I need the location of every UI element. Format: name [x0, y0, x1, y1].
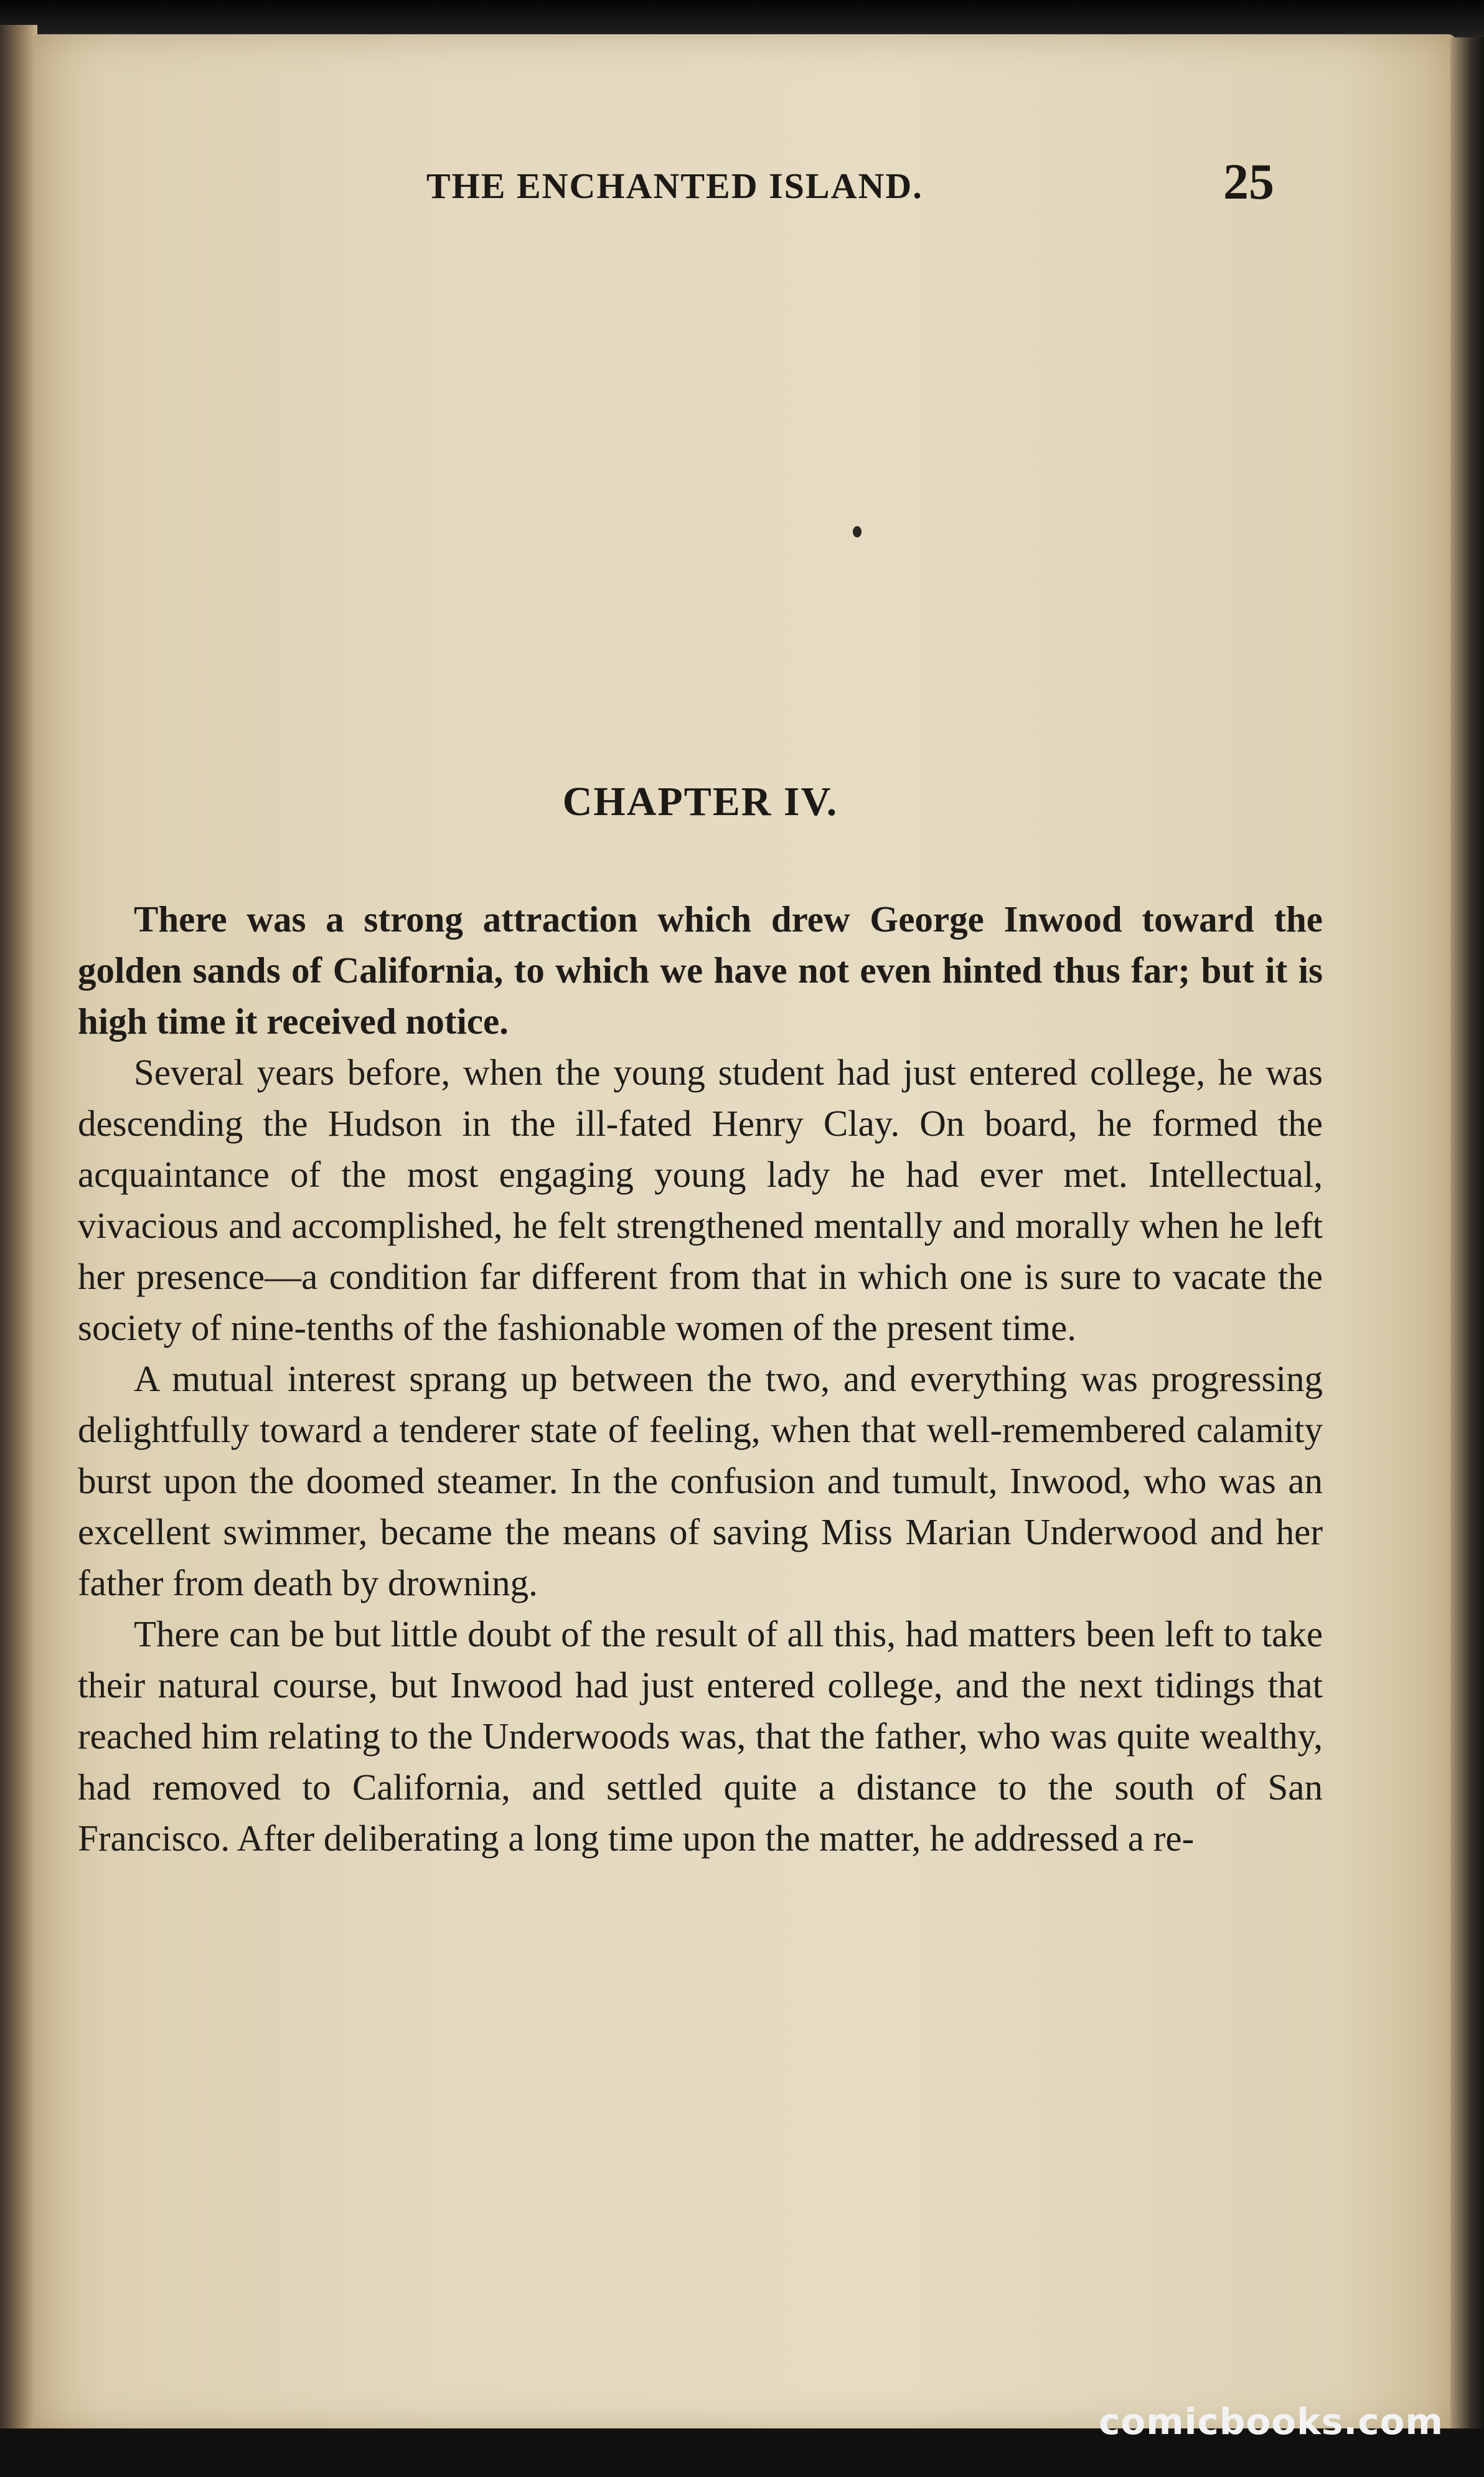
paragraph: Several years before, when the young student had just entered college, he was descending the Hudson in the ill-fated Henry Clay. On board, he formed the acquaintance of the most engaging young lady he had ever met. Intellectual, vivacious and accomplished, he felt strengthened mentally and morally when he left her presence—a condition far different from that in which one is sure to vacate the society of nine-tenths of the fashionable women of the present time. [78, 1052, 1323, 1348]
book-spine-edge [0, 25, 37, 2428]
page-content [78, 34, 1323, 2432]
page-right-edge [1450, 37, 1484, 2428]
book-page [34, 34, 1457, 2432]
paragraph: There can be but little doubt of the result of all this, had matters been left to take their natural course, but Inwood had just entered college, and the next tidings that reached him relating to the Underwoods was, that the father, who was quite wealthy, had removed to California, and settled quite a distance to the south of San Francisco. After deliberating a long time upon the matter, he addressed a re- [78, 1613, 1323, 1859]
page-number: 25 [1223, 153, 1274, 210]
paragraph: A mutual interest sprang up between the two, and everything was progressing delightfully toward a tenderer state of feeling, when that well-remembered calamity burst upon the doomed steamer. In the confusion and tumult, Inwood, who was an excellent swimmer, became the means of saving Miss Marian Underwood and her father from death by drowning. [78, 1358, 1323, 1603]
watermark-text: comicbooks.com [1099, 2400, 1444, 2443]
paragraph: There was a strong attraction which drew George Inwood toward the golden sands of California, to which we have not even hinted thus far; but it is high time it received notice. [78, 899, 1323, 1042]
running-head: THE ENCHANTED ISLAND. [426, 166, 923, 206]
body-text [78, 894, 1323, 1864]
chapter-heading: CHAPTER IV. [562, 779, 838, 824]
